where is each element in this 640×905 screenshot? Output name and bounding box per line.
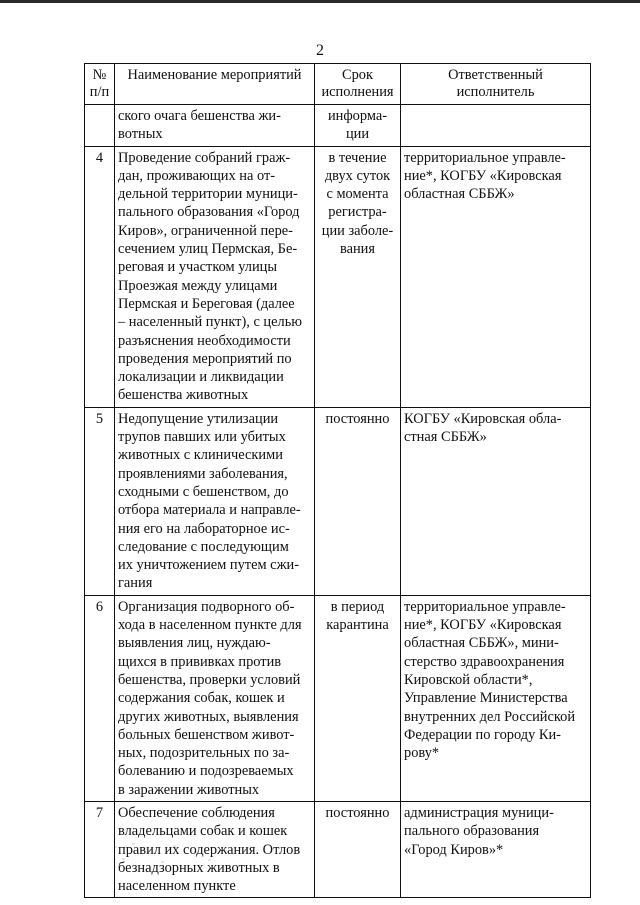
header-number: № п/п bbox=[85, 64, 115, 105]
row-number: 6 bbox=[85, 595, 115, 801]
row-deadline: в период карантина bbox=[315, 595, 401, 801]
row-measure-name: Организация подворного об- хода в населенном пункте для выявления лиц, нуждаю- щихся в прививках против бешенства, проверки условий содержания собак, кошек и других животных, выявления больных бешенством живот- ных, подозрительных по за- болеванию и подозреваемых в заражении животных bbox=[115, 595, 315, 801]
scan-noise bbox=[110, 840, 230, 870]
row-deadline: информа- ции bbox=[315, 105, 401, 147]
row-number bbox=[85, 105, 115, 147]
table-row bbox=[85, 146, 591, 407]
row-measure-name: Недопущение утилизации трупов павших или убитых животных с клиническими проявлениями заболевания, сходными с бешенством, до отбора материала и направле- ния его на лабораторное ис- следование с последующим их уничтожением путем сжи- гания bbox=[115, 407, 315, 595]
row-number: 7 bbox=[85, 801, 115, 897]
row-deadline: в течение двух суток с момента регистра- ции заболе- вания bbox=[315, 146, 401, 407]
header-deadline: Срок исполнения bbox=[315, 64, 401, 105]
table-header-row bbox=[85, 64, 591, 105]
row-responsible: администрация муници- пального образования «Город Киров»* bbox=[401, 801, 591, 897]
measures-table bbox=[84, 63, 591, 898]
row-measure-name: ского очага бешенства жи- вотных bbox=[115, 105, 315, 147]
row-measure-name: Проведение собраний граж- дан, проживающих на от- дельной территории муници- пального образования «Город Киров», ограниченной пере- сечением улиц Пермская, Бе- реговая и участком улицы Проезжая между улицами Пермская и Береговая (далее – населенный пункт), с целью разъяснения необходимости проведения мероприятий по локализации и ликвидации бешенства животных bbox=[115, 146, 315, 407]
table-row bbox=[85, 407, 591, 595]
row-responsible: КОГБУ «Кировская обла- стная СББЖ» bbox=[401, 407, 591, 595]
table-row bbox=[85, 105, 591, 147]
row-deadline: постоянно bbox=[315, 407, 401, 595]
row-number: 5 bbox=[85, 407, 115, 595]
table-row bbox=[85, 595, 591, 801]
scan-top-border bbox=[0, 0, 640, 3]
row-number: 4 bbox=[85, 146, 115, 407]
row-deadline: постоянно bbox=[315, 801, 401, 897]
row-responsible: территориальное управле- ние*, КОГБУ «Кировская областная СББЖ», мини- стерство здравоохранения Кировской области*, Управление Министерства внутренних дел Российской Федерации по городу Ки- рову* bbox=[401, 595, 591, 801]
row-responsible: территориальное управле- ние*, КОГБУ «Кировская областная СББЖ» bbox=[401, 146, 591, 407]
header-measure-name: Наименование мероприятий bbox=[115, 64, 315, 105]
row-measure-name: Обеспечение соблюдения владельцами собак и кошек правил их содержания. Отлов безнадзорных животных в населенном пункте bbox=[115, 801, 315, 897]
row-responsible bbox=[401, 105, 591, 147]
page-number: 2 bbox=[316, 42, 324, 59]
header-responsible: Ответственный исполнитель bbox=[401, 64, 591, 105]
